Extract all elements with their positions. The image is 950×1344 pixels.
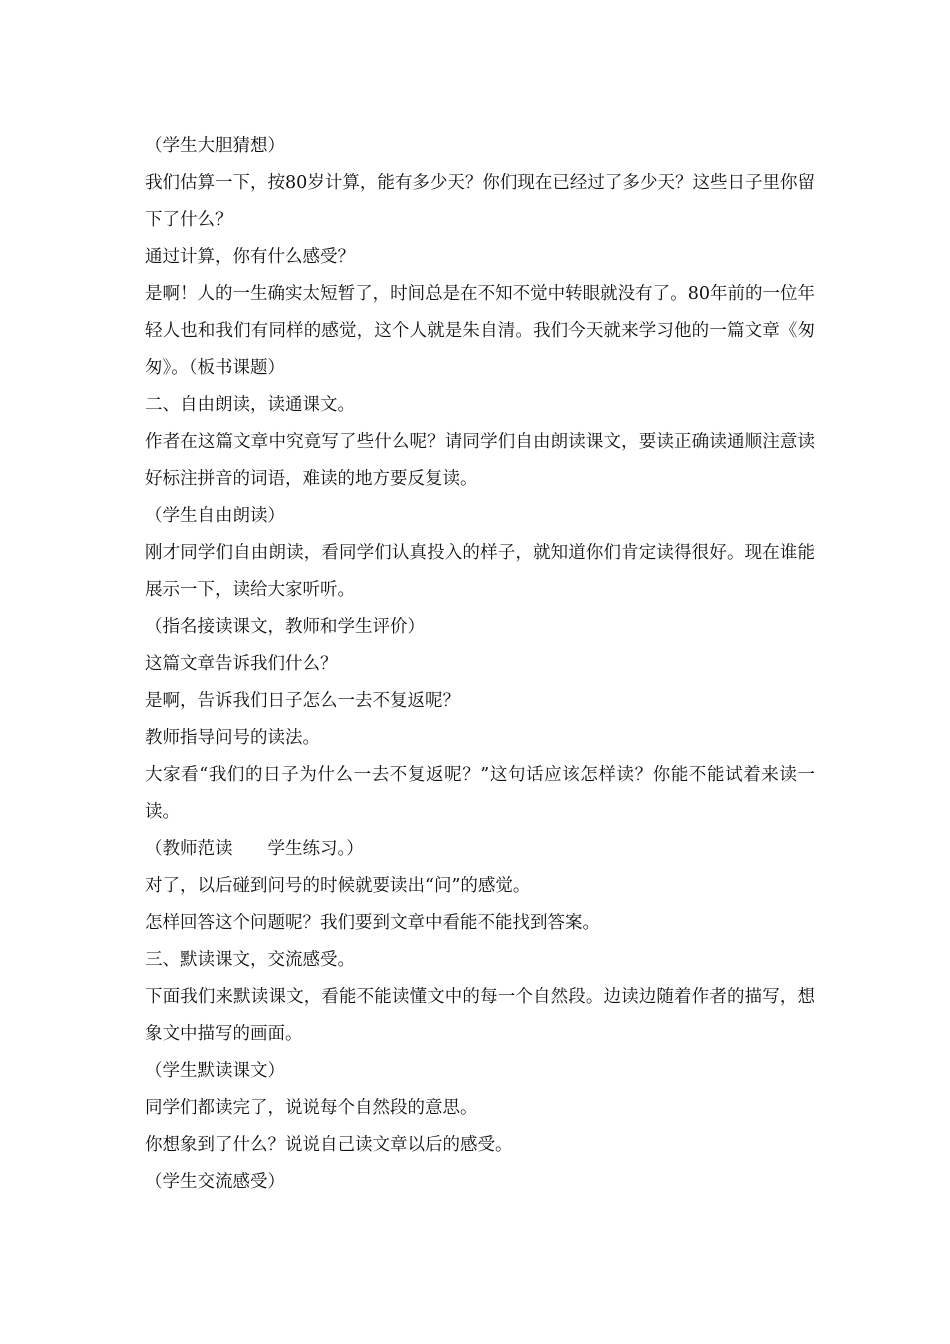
paragraph-evaluation-note: （指名接读课文，教师和学生评价） [145,617,425,637]
paragraph-days-never-return: 是啊，告诉我们日子怎么一去不复返呢？ [145,691,460,711]
paragraph-estimate-days: 我们估算一下，按80岁计算，能有多少天？你们现在已经过了多少天？这些日子里你留下了什么？ [145,173,815,230]
paragraph-read-sentence: 大家看“我们的日子为什么一去不复返呢？”这句话应该怎样读？你能不能试着来读一读。 [145,765,815,822]
paragraph-silent-reading-note: （学生默读课文） [145,1061,285,1081]
section-heading-free-reading: 二、自由朗读，读通课文。 [145,395,355,415]
paragraph-question-mark-guidance: 教师指导问号的读法。 [145,728,320,748]
paragraph-exchange-note: （学生交流感受） [145,1172,285,1192]
paragraph-what-article-says: 这篇文章告诉我们什么？ [145,654,338,674]
paragraph-feeling-question: 通过计算，你有什么感受？ [145,247,355,267]
paragraph-imagine-feelings: 你想象到了什么？说说自己读文章以后的感受。 [145,1135,513,1155]
paragraph-find-answer: 怎样回答这个问题呢？我们要到文章中看能不能找到答案。 [145,913,600,933]
paragraph-free-reading-note: （学生自由朗读） [145,506,285,526]
paragraph-show-reading: 刚才同学们自由朗读，看同学们认真投入的样子，就知道你们肯定读得很好。现在谁能展示一下，读给大家听听。 [145,543,815,600]
paragraph-reading-instruction: 作者在这篇文章中究竟写了些什么呢？请同学们自由朗读课文，要读正确读通顺注意读好标注拼音的词语，难读的地方要反复读。 [145,432,815,489]
paragraph-teacher-demo-note: （教师范读 学生练习。） [145,839,364,859]
paragraph-question-feeling: 对了，以后碰到问号的时候就要读出“问”的感觉。 [145,876,531,896]
paragraph-guess-note: （学生大胆猜想） [145,136,285,156]
paragraph-silent-reading-instruction: 下面我们来默读课文，看能不能读懂文中的每一个自然段。边读边随着作者的描写，想象文中描写的画面。 [145,987,815,1044]
paragraph-intro-zhu-ziqing: 是啊！人的一生确实太短暂了，时间总是在不知不觉中转眼就没有了。80年前的一位年轻人也和我们有同样的感觉，这个人就是朱自清。我们今天就来学习他的一篇文章《匆匆》。（板书课题） [145,284,815,378]
section-heading-silent-reading: 三、默读课文，交流感受。 [145,950,355,970]
paragraph-paragraph-meanings: 同学们都读完了，说说每个自然段的意思。 [145,1098,478,1118]
document-body [145,128,815,1201]
